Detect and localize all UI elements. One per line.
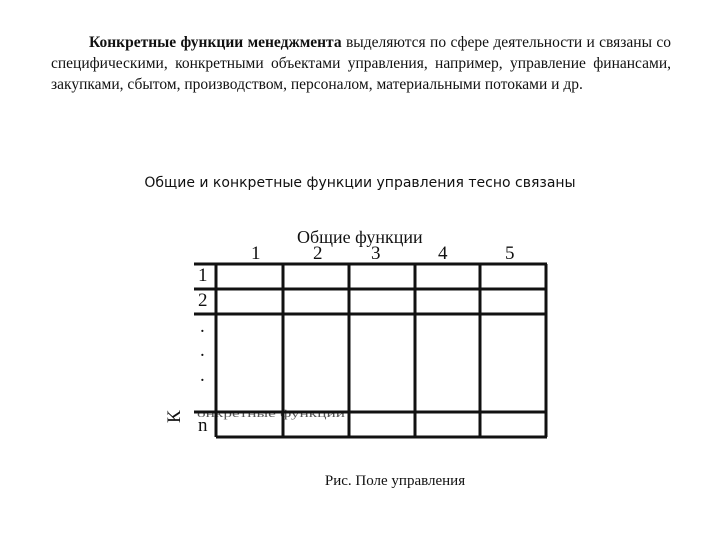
side-label-rest: онкретные функции <box>197 409 347 420</box>
column-number-5: 5 <box>505 243 515 264</box>
row-label-1: 1 <box>198 265 208 286</box>
row-label-dot-1: . <box>200 316 205 337</box>
bold-lead-text: Конкретные функции менеджмента <box>89 34 342 51</box>
column-number-3: 3 <box>371 243 381 264</box>
row-label-n: n <box>198 415 208 436</box>
column-number-4: 4 <box>438 243 448 264</box>
figure-subtitle: Общие и конкретные функции управления тесно связаны <box>144 175 576 191</box>
row-label-dot-2: . <box>200 340 205 361</box>
side-label-k: К <box>164 410 185 423</box>
column-number-2: 2 <box>313 243 323 264</box>
row-label-2: 2 <box>198 290 208 311</box>
top-header-label: Общие функции <box>297 227 423 247</box>
column-number-1: 1 <box>251 243 261 264</box>
paragraph-rest-text: выделяются по сфере деятельности и связаны со специфическими, конкретными объектами управления, например, управление финансами, закупками, сбытом, производством, персоналом, материальными потоками и др. <box>51 34 671 93</box>
figure-caption: Рис. Поле управления <box>324 473 466 489</box>
row-label-dot-3: . <box>200 365 205 386</box>
